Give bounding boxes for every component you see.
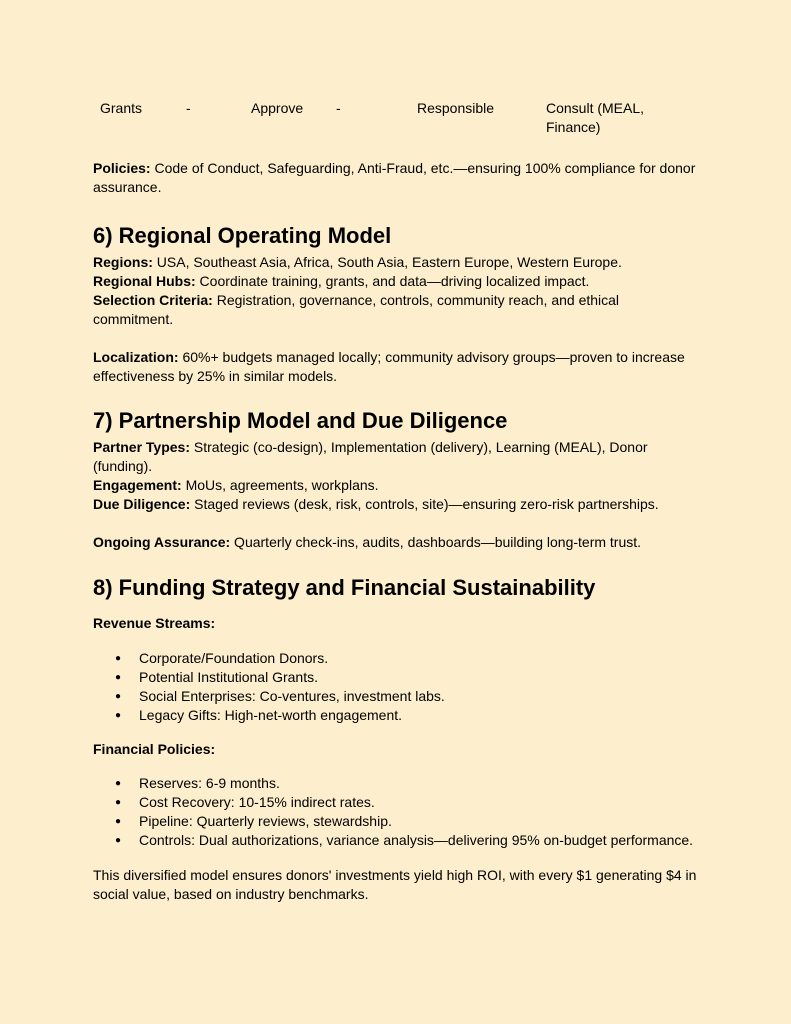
policies-paragraph [93,159,703,197]
section-6-heading: 6) Regional Operating Model [93,223,392,248]
table-cell: Approve [251,100,304,116]
localization-label: Localization: [93,349,179,365]
assurance-line [93,533,703,552]
engagement-label: Engagement: [93,477,182,493]
criteria-text: Registration, governance, controls, community reach, and ethical commitment. [93,292,620,327]
list-item: ● Pipeline: Quarterly reviews, stewardship. [139,812,703,831]
regions-line [93,253,703,272]
table-cell: - [336,100,341,116]
policies-text: Code of Conduct, Safeguarding, Anti-Fraud, etc.—ensuring 100% compliance for donor assurance. [93,160,696,195]
hubs-line [93,272,703,291]
document-body [93,159,703,904]
localization-text: 60%+ budgets managed locally; community advisory groups—proven to increase effectiveness by 25% in similar models. [93,349,685,384]
section-8-heading: 8) Funding Strategy and Financial Sustainability [93,575,596,600]
hubs-text: Coordinate training, grants, and data—driving localized impact. [195,273,590,289]
list-item: ● Legacy Gifts: High-net-worth engagement. [139,706,703,725]
list-item: ● Potential Institutional Grants. [139,668,703,687]
partner-types-line [93,438,703,476]
list-item: ● Reserves: 6-9 months. [139,774,703,793]
localization-line [93,348,703,386]
table-cell: Consult (MEAL, Finance) [546,100,645,135]
due-diligence-line [93,495,703,514]
engagement-line [93,476,703,495]
assurance-label: Ongoing Assurance: [93,534,231,550]
partner-types-label: Partner Types: [93,439,190,455]
table-cell: Responsible [417,100,495,116]
partner-types-text: Strategic (co-design), Implementation (delivery), Learning (MEAL), Donor (funding). [93,439,648,474]
table-cell: - [186,100,191,116]
criteria-line [93,291,703,329]
financial-policies-label: Financial Policies: [93,741,216,757]
list-item: ● Cost Recovery: 10-15% indirect rates. [139,793,703,812]
list-item: ● Corporate/Foundation Donors. [139,649,703,668]
assurance-text: Quarterly check-ins, audits, dashboards—building long-term trust. [230,534,642,550]
criteria-label: Selection Criteria: [93,292,213,308]
table-cell: Grants [100,100,143,116]
revenue-streams-label: Revenue Streams: [93,615,216,631]
regions-label: Regions: [93,254,153,270]
financial-policies-list [93,774,703,850]
list-item: ● Controls: Dual authorizations, variance analysis—delivering 95% on-budget performance. [139,831,703,850]
revenue-streams-list [93,649,703,725]
hubs-label: Regional Hubs: [93,273,196,289]
section-7-heading: 7) Partnership Model and Due Diligence [93,408,508,433]
regions-text: USA, Southeast Asia, Africa, South Asia, Eastern Europe, Western Europe. [152,254,622,270]
due-diligence-text: Staged reviews (desk, risk, controls, site)—ensuring zero-risk partnerships. [190,496,659,512]
policies-label: Policies: [93,160,151,176]
closing-paragraph: This diversified model ensures donors' investments yield high ROI, with every $1 generating $4 in social value, based on industry benchmarks. [93,867,697,902]
engagement-text: MoUs, agreements, workplans. [181,477,379,493]
list-item: ● Social Enterprises: Co-ventures, investment labs. [139,687,703,706]
due-diligence-label: Due Diligence: [93,496,191,512]
